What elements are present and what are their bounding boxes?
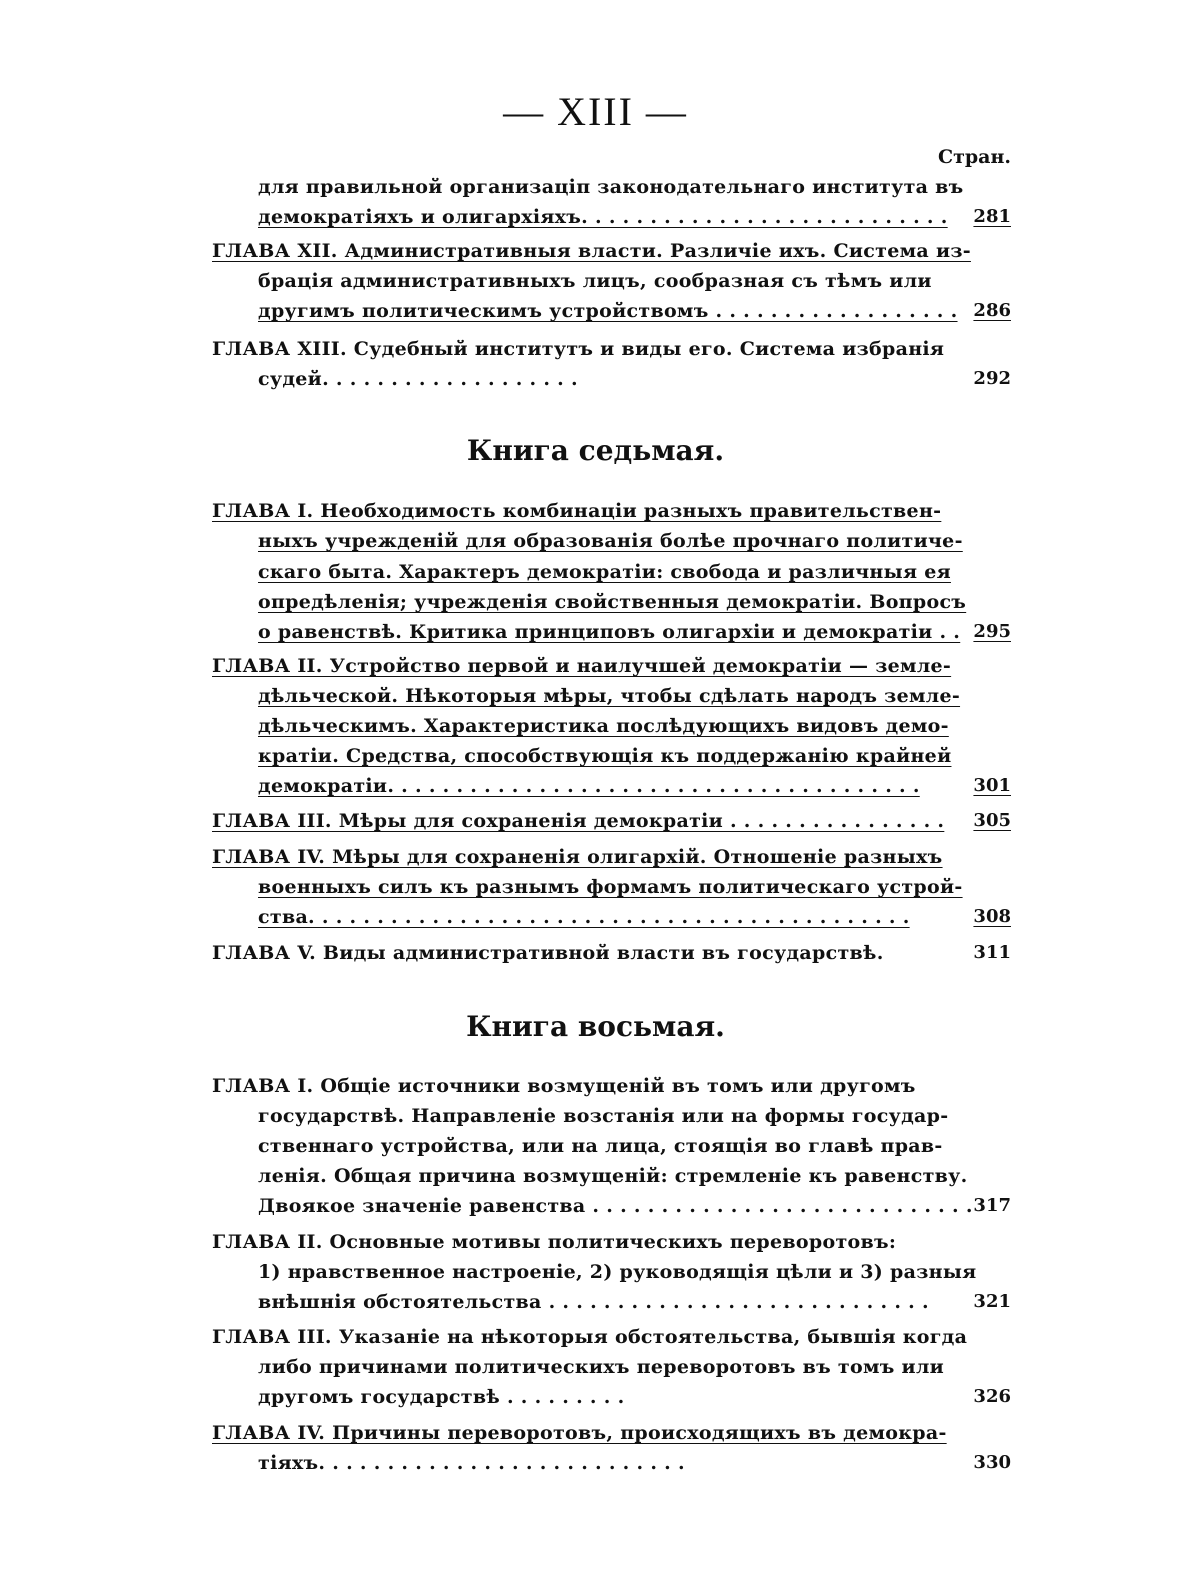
toc-line: внѣшнія обстоятельства . . . . . . . . . . . . . . . . . . . . . . . . . . . . xyxy=(258,1291,929,1313)
toc-page-number: 295 xyxy=(973,621,1011,642)
toc-line: для правильной организаціп законодательнаго института въ xyxy=(258,176,964,198)
toc-page-number: 321 xyxy=(973,1291,1011,1312)
toc-line: кратіи. Средства, способствующія къ поддержанію крайней xyxy=(258,745,952,767)
toc-chapter-title: ГЛАВА XII. Административныя власти. Различіе ихъ. Система из- xyxy=(212,240,971,262)
toc-chapter-title: ГЛАВА IV. Причины переворотовъ, происходящихъ въ демокра- xyxy=(212,1422,947,1444)
toc-page-number: 281 xyxy=(973,206,1011,227)
toc-chapter-title: ГЛАВА IV. Мѣры для сохраненія олигархій. Отношеніе разныхъ xyxy=(212,846,943,868)
toc-line: ленія. Общая причина возмущеній: стремленіе къ равенству. xyxy=(258,1165,968,1187)
toc-line: Двоякое значеніе равенства . . . . . . . . . . . . . . . . . . . . . . . . . . . . xyxy=(258,1195,973,1217)
page-column-label: Стран. xyxy=(937,146,1011,168)
toc-page-number: 326 xyxy=(973,1386,1011,1407)
toc-chapter-title: ГЛАВА III. Указаніе на нѣкоторыя обстоятельства, бывшія когда xyxy=(212,1326,968,1348)
toc-line: другимъ политическимъ устройствомъ . . . . . . . . . . . . . . . . . . xyxy=(258,300,958,322)
toc-line: либо причинами политическихъ переворотовъ въ томъ или xyxy=(258,1356,945,1378)
toc-line: о равенствѣ. Критика принциповъ олигархіи и демократіи . . xyxy=(258,621,961,643)
toc-line: дѣльческой. Нѣкоторыя мѣры, чтобы сдѣлать народъ земле- xyxy=(258,685,961,707)
toc-line: скаго быта. Характеръ демократіи: свобода и различныя ея xyxy=(258,561,951,583)
toc-line: брація административныхъ лицъ, сообразная съ тѣмъ или xyxy=(258,270,932,292)
book-heading: Книга восьмая. xyxy=(466,1010,725,1043)
toc-chapter-title: ГЛАВА III. Мѣры для сохраненія демократіи . . . . . . . . . . . . . . . . xyxy=(212,810,945,832)
toc-page-number: 301 xyxy=(973,775,1011,796)
toc-chapter-title: ГЛАВА I. Общіе источники возмущеній въ томъ или другомъ xyxy=(212,1075,916,1097)
toc-chapter-title: ГЛАВА II. Основные мотивы политическихъ переворотовъ: xyxy=(212,1231,897,1253)
toc-line: тіяхъ. . . . . . . . . . . . . . . . . . . . . . . . . . . xyxy=(258,1452,685,1474)
toc-page-number: 308 xyxy=(973,906,1011,927)
toc-line: судей. . . . . . . . . . . . . . . . . . . xyxy=(258,368,578,390)
toc-line: ства. . . . . . . . . . . . . . . . . . . . . . . . . . . . . . . . . . . . . . . . . . . . xyxy=(258,906,910,928)
toc-chapter-title: ГЛАВА II. Устройство первой и наилучшей демократіи — земле- xyxy=(212,655,952,677)
toc-line: опредѣленія; учрежденія свойственныя демократіи. Вопросъ xyxy=(258,591,967,613)
page-number-header: — XIII — xyxy=(503,89,688,134)
toc-line: демократіяхъ и олигархіяхъ. . . . . . . . . . . . . . . . . . . . . . . . . . . xyxy=(258,206,948,228)
toc-chapter-title: ГЛАВА I. Необходимость комбинаціи разныхъ правительствен- xyxy=(212,500,942,522)
book-heading: Книга седьмая. xyxy=(466,434,725,467)
toc-chapter-title: ГЛАВА V. Виды административной власти въ государствѣ. xyxy=(212,942,884,964)
toc-line: государствѣ. Направленіе возстанія или на формы государ- xyxy=(258,1105,949,1127)
toc-line: ныхъ учрежденій для образованія болѣе прочнаго политиче- xyxy=(258,530,963,552)
toc-page-number: 305 xyxy=(973,810,1011,831)
toc-line: 1) нравственное настроеніе, 2) руководящія цѣли и 3) разныя xyxy=(258,1261,977,1283)
toc-chapter-title: ГЛАВА XIII. Судебный институтъ и виды его. Система избранія xyxy=(212,338,945,360)
toc-page-number: 292 xyxy=(973,368,1011,389)
toc-line: дѣльческимъ. Характеристика послѣдующихъ видовъ демо- xyxy=(258,715,949,737)
toc-line: военныхъ силъ къ разнымъ формамъ политическаго устрой- xyxy=(258,876,963,898)
toc-line: демократіи. . . . . . . . . . . . . . . . . . . . . . . . . . . . . . . . . . . . . . . xyxy=(258,775,920,797)
toc-page-number: 286 xyxy=(973,300,1011,321)
toc-page-number: 317 xyxy=(973,1195,1011,1216)
toc-page-number: 330 xyxy=(973,1452,1011,1473)
toc-page-number: 311 xyxy=(973,942,1011,963)
toc-line: ственнаго устройства, или на лица, стоящія во главѣ прав- xyxy=(258,1135,943,1157)
toc-line: другомъ государствѣ . . . . . . . . . xyxy=(258,1386,625,1408)
